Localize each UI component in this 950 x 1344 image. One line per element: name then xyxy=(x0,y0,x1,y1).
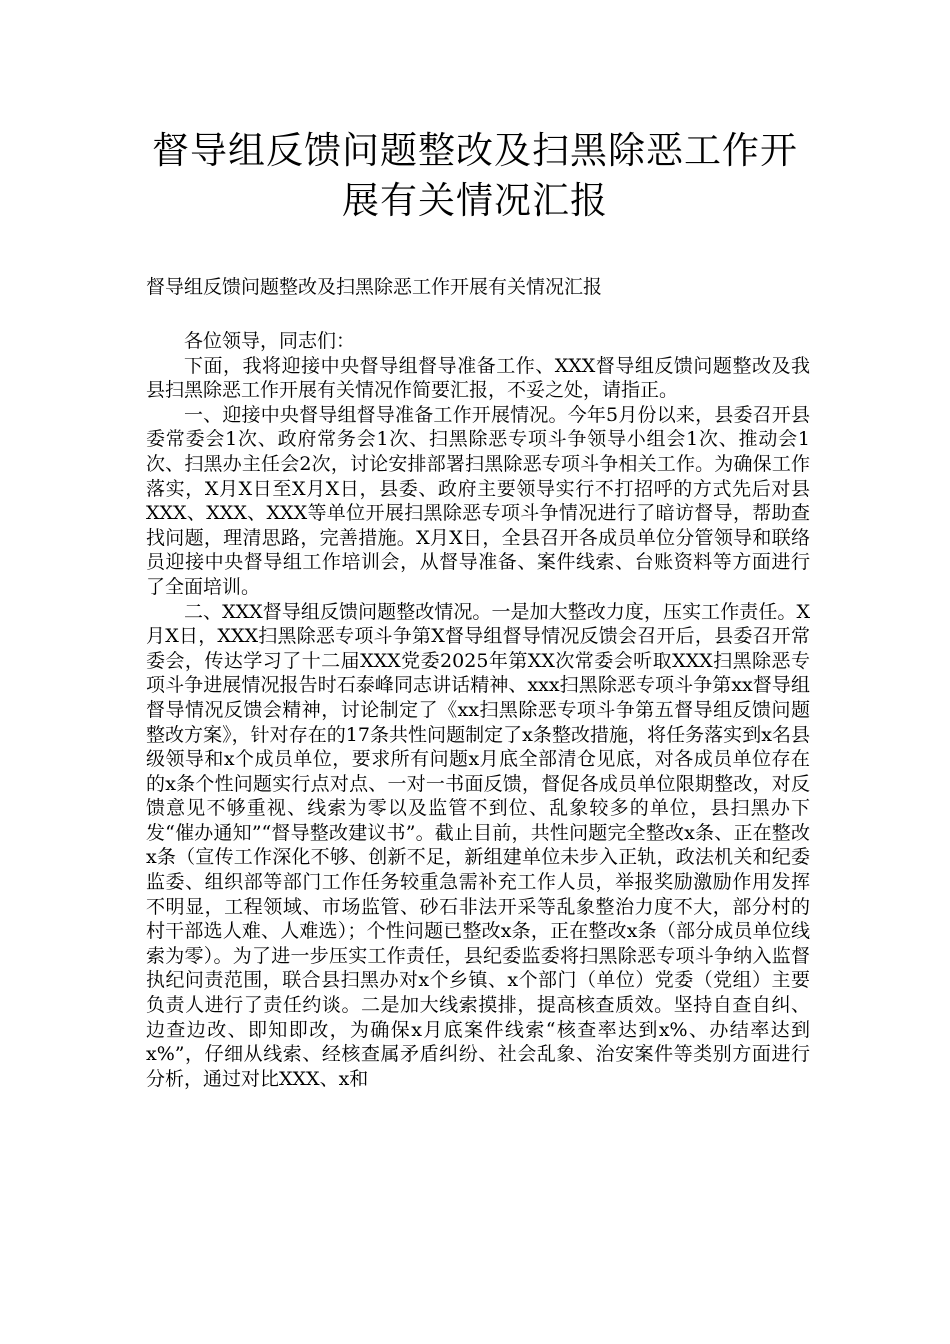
paragraph-section-2: 二、XXX督导组反馈问题整改情况。一是加大整改力度，压实工作责任。X月X日，XXX扫黑除恶专项斗争第X督导组督导情况反馈会召开后，县委召开常委会，传达学习了十二届XXX党委2025年第XX次常委会听取XXX扫黑除恶专项斗争进展情况报告时石泰峰同志讲话精神、xxx扫黑除恶专项斗争第xx督导组督导情况反馈会精神，讨论制定了《xx扫黑除恶专项斗争第五督导组反馈问题整改方案》，针对存在的17条共性问题制定了x条整改措施，将任务落实到x名县级领导和x个成员单位，要求所有问题x月底全部清仓见底，对各成员单位存在的x条个性问题实行点对点、一对一书面反馈，督促各成员单位限期整改，对反馈意见不够重视、线索为零以及监管不到位、乱象较多的单位，县扫黑办下发“催办通知”“督导整改建议书”。截止目前，共性问题完全整改x条、正在整改x条（宣传工作深化不够、创新不足，新组建单位未步入正轨，政法机关和纪委监委、组织部等部门工作任务较重急需补充工作人员，举报奖励激励作用发挥不明显，工程领域、市场监管、砂石非法开采等乱象整治力度不大，部分村的村干部选人难、人难选）；个性问题已整改x条，正在整改x条（部分成员单位线索为零）。为了进一步压实工作责任，县纪委监委将扫黑除恶专项斗争纳入监督执纪问责范围，联合县扫黑办对x个乡镇、x个部门（单位）党委（党组）主要负责人进行了责任约谈。二是加大线索摸排，提高核查质效。坚持自查自纠、边查边改、即知即改，为确保x月底案件线索“核查率达到x%、办结率达到x%”，仔细从线索、经核查属矛盾纠纷、社会乱象、治安案件等类别方面进行分析，通过对比XXX、x和 xyxy=(146,600,810,1090)
document-body xyxy=(146,329,810,1091)
document-title xyxy=(120,126,830,226)
document-subtitle: 督导组反馈问题整改及扫黑除恶工作开展有关情况汇报 xyxy=(146,276,603,298)
paragraph-section-1: 一、迎接中央督导组督导准备工作开展情况。今年5月份以来，县委召开县委常委会1次、政府常务会1次、扫黑除恶专项斗争领导小组会1次、推动会1次、扫黑办主任会2次，讨论安排部署扫黑除恶专项斗争相关工作。为确保工作落实，X月X日至X月X日，县委、政府主要领导实行不打招呼的方式先后对县XXX、XXX、XXX等单位开展扫黑除恶专项斗争情况进行了暗访督导，帮助查找问题，理清思路，完善措施。X月X日，全县召开各成员单位分管领导和联络员迎接中央督导组工作培训会，从督导准备、案件线索、台账资料等方面进行了全面培训。 xyxy=(146,403,810,598)
title-line-2: 展有关情况汇报 xyxy=(342,179,608,222)
salutation: 各位领导，同志们： xyxy=(184,330,356,352)
title-line-1: 督导组反馈问题整改及扫黑除恶工作开 xyxy=(152,129,798,172)
paragraph-intro: 下面，我将迎接中央督导组督导准备工作、XXX督导组反馈问题整改及我县扫黑除恶工作开展有关情况作简要汇报，不妥之处，请指正。 xyxy=(146,354,810,402)
